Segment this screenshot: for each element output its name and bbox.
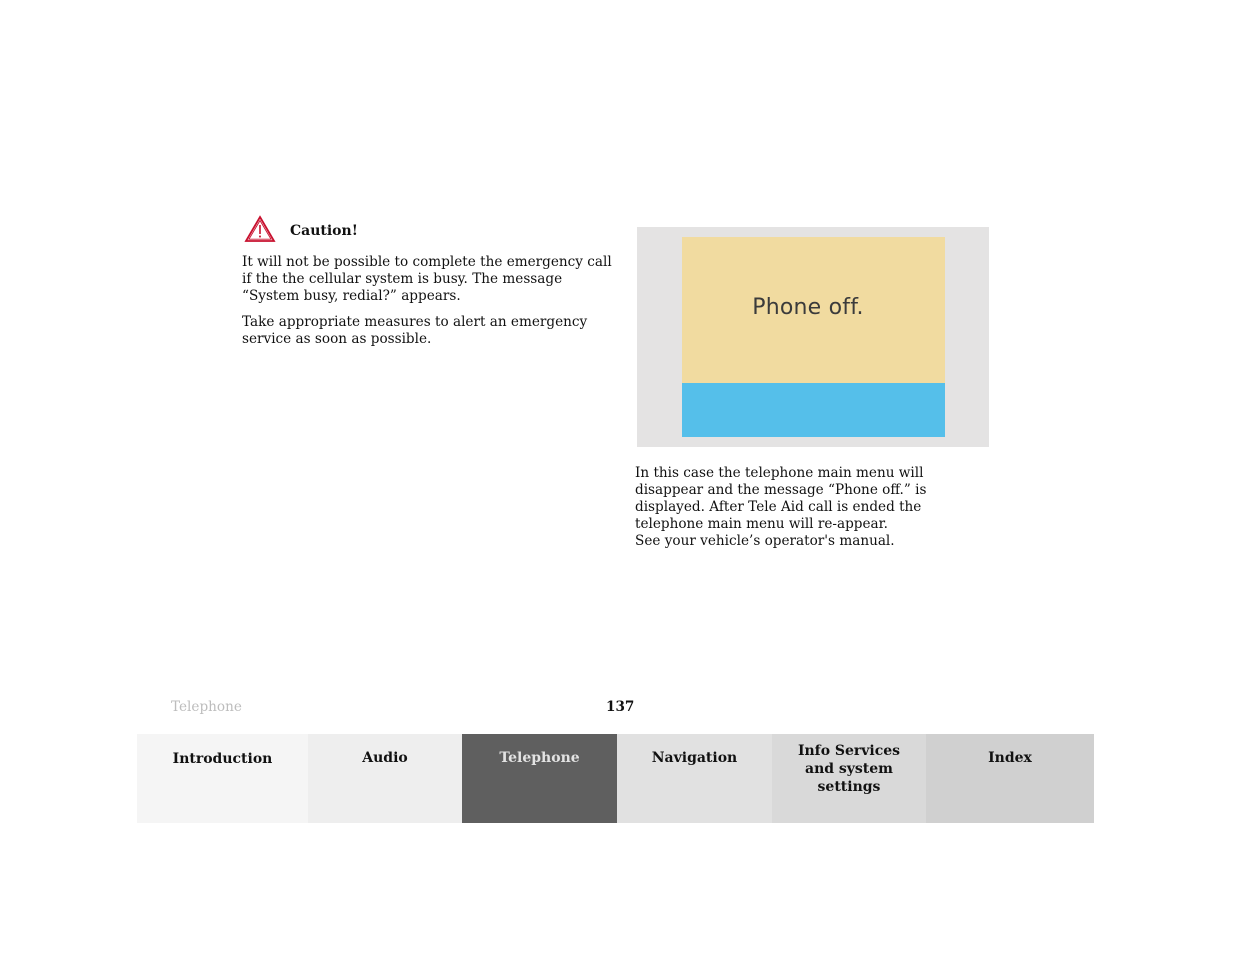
caution-header xyxy=(242,214,612,244)
tab-info-services[interactable] xyxy=(772,734,926,823)
section-label: Telephone xyxy=(171,699,242,715)
caution-block xyxy=(242,214,612,348)
caution-paragraph-measures: Take appropriate measures to alert an emergency service as soon as possible. xyxy=(242,314,588,347)
tab-info-services-label: Info Services and system settings xyxy=(797,743,901,795)
tab-navigation[interactable]: Navigation xyxy=(617,734,772,823)
display-status-bar xyxy=(682,383,945,437)
explanation-text xyxy=(635,465,985,550)
page-number: 137 xyxy=(606,699,635,715)
tab-audio[interactable]: Audio xyxy=(308,734,462,823)
display-illustration xyxy=(637,227,989,447)
tab-introduction[interactable]: Introduction xyxy=(137,734,308,823)
caution-title: Caution! xyxy=(290,223,358,239)
caution-paragraph-busy: It will not be possible to complete the emergency call if the the cellular system is busy. The message “System busy, redial?” appears. xyxy=(242,254,612,304)
chapter-tab-bar xyxy=(137,734,1094,823)
phone-display xyxy=(682,237,945,437)
tab-telephone[interactable]: Telephone xyxy=(462,734,617,823)
warning-triangle-icon xyxy=(244,215,276,243)
display-message: Phone off. xyxy=(752,295,864,320)
explanation-paragraph: In this case the telephone main menu will disappear and the message “Phone off.” is displayed. After Tele Aid call is ended the telephone main menu will re-appear. xyxy=(635,465,927,532)
manual-note: See your vehicle’s operator's manual. xyxy=(635,533,895,549)
tab-index[interactable]: Index xyxy=(926,734,1094,823)
